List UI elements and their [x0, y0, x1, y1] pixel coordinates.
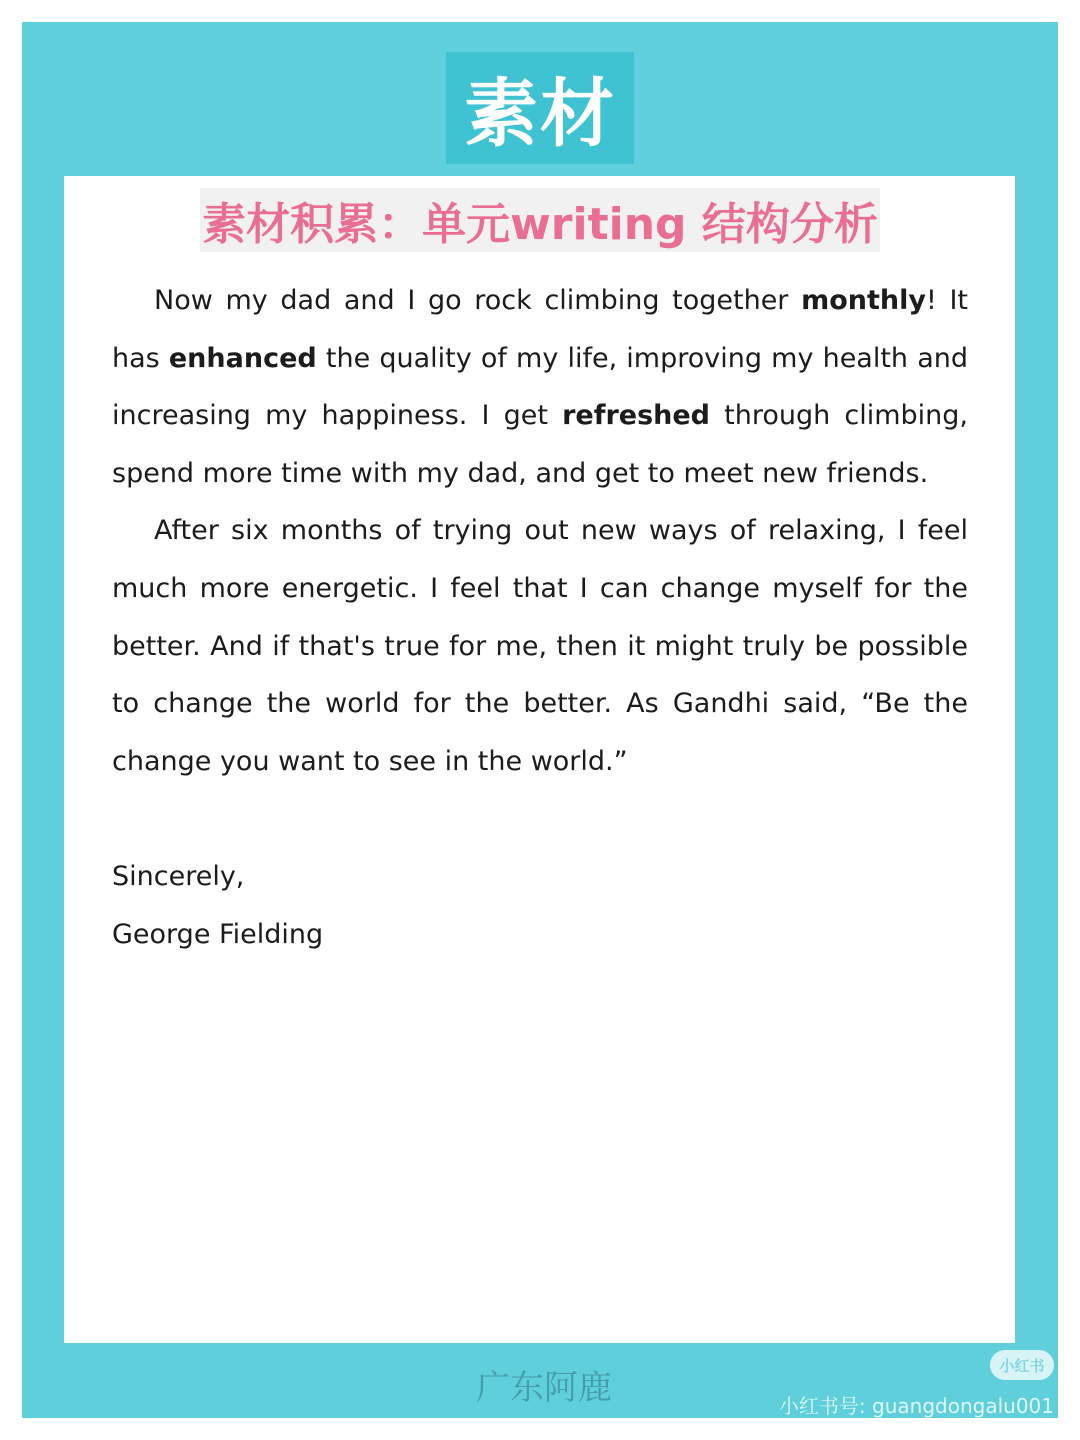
text-run: ! It has [112, 285, 969, 374]
text-run: the quality of my life, improving my health and increasing my happiness. I get [112, 342, 968, 432]
bold-word: monthly [801, 285, 926, 316]
watermark-logo: 小红书 [990, 1350, 1054, 1380]
salutation: Sincerely, [112, 861, 245, 892]
paragraph-2 [112, 502, 968, 790]
badge-title: 素材 [446, 52, 634, 164]
paragraph-1 [112, 272, 968, 502]
signature: George Fielding [112, 918, 324, 950]
watermark-id: 小红书号: guangdongalu001 [778, 1394, 1054, 1418]
text-run: Now my dad and I go rock climbing together [154, 285, 802, 316]
footer-brand: 广东阿鹿 [476, 1368, 612, 1408]
subtitle: 素材积累：单元writing 结构分析 [202, 199, 878, 250]
bold-word: enhanced [168, 342, 317, 374]
text-run: through climbing, spend more time with my dad, and get to meet new friends. [112, 400, 968, 489]
letter-closing [112, 848, 323, 963]
letter-body [112, 272, 968, 790]
subtitle-banner [200, 188, 880, 252]
text-run: After six months of trying out new ways of relaxing, I feel much more energetic. I feel that I can change myself for the better. And if that's true for me, then it might truly be possible to change the world for the better. As Gandhi said, “Be the change you want to see in the world.” [112, 515, 968, 777]
bold-word: refreshed [562, 400, 711, 432]
